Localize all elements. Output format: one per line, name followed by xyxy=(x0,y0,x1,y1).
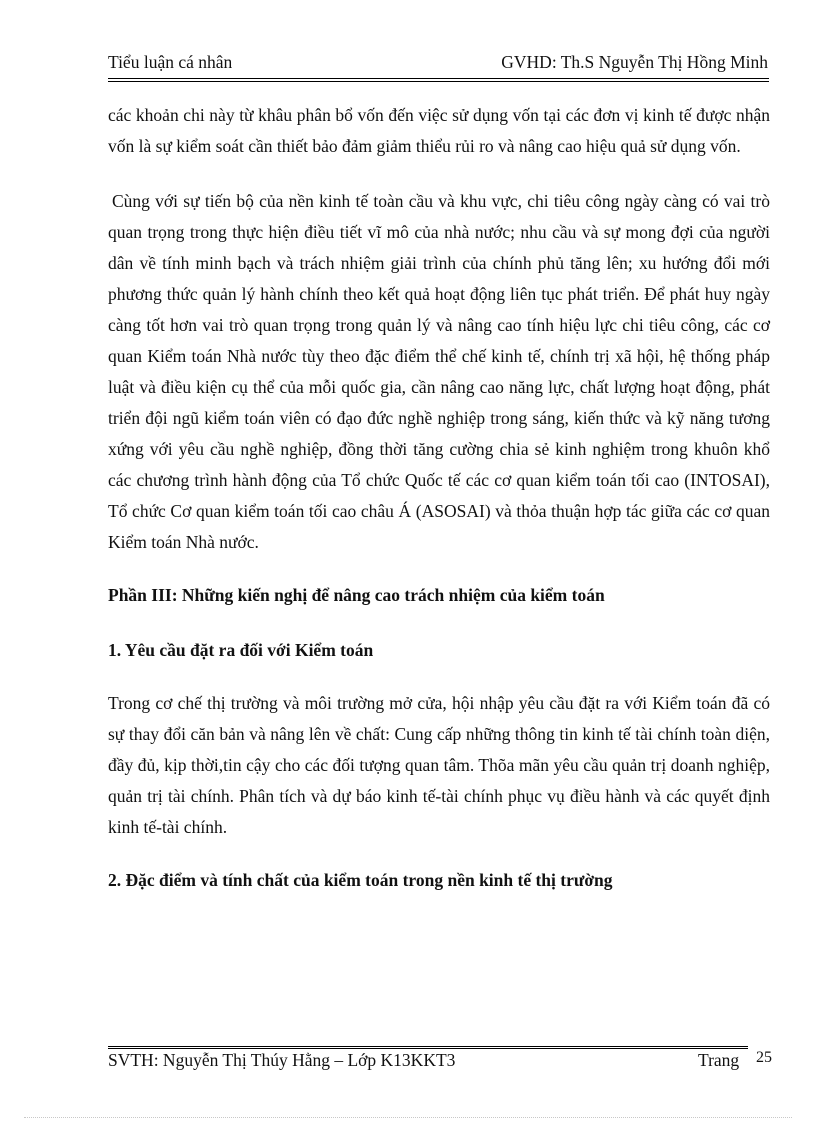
header-document-type: Tiểu luận cá nhân xyxy=(108,52,233,72)
header-rule-thin xyxy=(108,81,769,82)
paragraph-public-spending: Cùng với sự tiến bộ của nền kinh tế toàn cầu và khu vực, chi tiêu công ngày càng có vai trò quan trọng trong thực hiện điều tiết vĩ mô của nhà nước; nhu cầu và sự mong đợi của người dân về tính minh bạch và trách nhiệm giải trình của chính phủ tăng lên; xu hướng đổi mới phương thức quản lý hành chính theo kết quả hoạt động liên tục phát triển. Để phát huy ngày càng tốt hơn vai trò quan trọng trong quản lý và nâng cao tính hiệu lực chi tiêu công, các cơ quan Kiểm toán Nhà nước tùy theo đặc điểm thể chế kinh tế, chính trị xã hội, hệ thống pháp luật và điều kiện cụ thể của mỗi quốc gia, cần nâng cao năng lực, chất lượng hoạt động, phát triển đội ngũ kiểm toán viên có đạo đức nghề nghiệp trong sáng, kiến thức và kỹ năng tương xứng với yêu cầu nghề nghiệp, đồng thời tăng cường chia sẻ kinh nghiệm trong khuôn khổ các chương trình hành động của Tổ chức Quốc tế các cơ quan kiểm toán tối cao (INTOSAI), Tổ chức Cơ quan kiểm toán tối cao châu Á (ASOSAI) và thỏa thuận hợp tác giữa các cơ quan Kiểm toán Nhà nước. xyxy=(108,191,770,552)
page-body xyxy=(108,100,770,896)
part-heading: Phần III: Những kiến nghị để nâng cao trách nhiệm của kiểm toán xyxy=(108,585,605,605)
section-2-heading: 2. Đặc điểm và tính chất của kiểm toán trong nền kinh tế thị trường xyxy=(108,870,613,890)
header-rule-thick xyxy=(108,78,769,79)
paragraph-audit-requirements: Trong cơ chế thị trường và môi trường mở cửa, hội nhập yêu cầu đặt ra với Kiểm toán đã có sự thay đổi căn bản và nâng lên về chất: Cung cấp những thông tin kinh tế tài chính toàn diện, đầy đủ, kịp thời,tin cậy cho các đối tượng quan tâm. Thõa mãn yêu cầu quản trị doanh nghiệp, quản trị tài chính. Phân tích và dự báo kinh tế-tài chính phục vụ điều hành và các quyết định kinh tế-tài chính. xyxy=(108,693,770,837)
paragraph-continued: các khoản chi này từ khâu phân bổ vốn đến việc sử dụng vốn tại các đơn vị kinh tế được nhận vốn là sự kiểm soát cần thiết bảo đảm giảm thiểu rủi ro và nâng cao hiệu quả sử dụng vốn. xyxy=(108,105,770,156)
section-1-heading: 1. Yêu cầu đặt ra đối với Kiểm toán xyxy=(108,640,374,660)
page-header xyxy=(108,52,768,76)
footer-student-info: SVTH: Nguyễn Thị Thúy Hằng – Lớp K13KKT3 xyxy=(108,1050,456,1070)
page-footer xyxy=(108,1043,768,1070)
header-advisor: GVHD: Th.S Nguyễn Thị Hồng Minh xyxy=(501,52,768,72)
page-number: 25 xyxy=(756,1049,772,1066)
footer-page-label: Trang xyxy=(698,1050,740,1070)
page-bottom-dotted-border xyxy=(24,1117,792,1118)
